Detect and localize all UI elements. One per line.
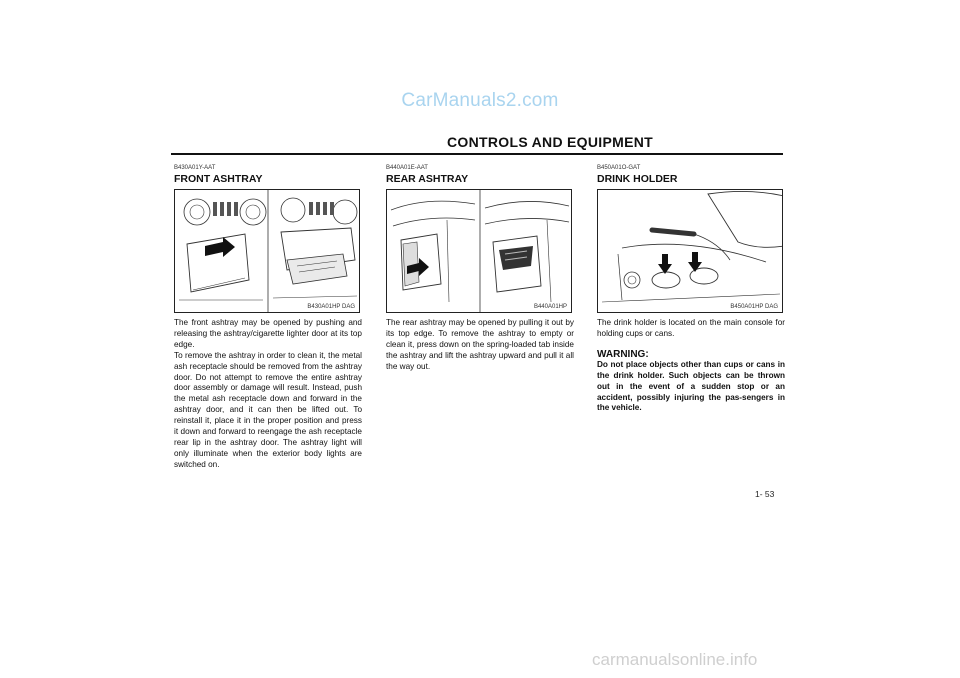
section-body [597, 318, 785, 340]
warning-text: Do not place objects other than cups or cans in the drink holder. Such objects can be thrown out in the event of a sudden stop or an accident, possibly injuring the pas-sengers in the vehicle. [597, 359, 785, 413]
watermark-top: CarManuals2.com [401, 90, 559, 111]
front-ashtray-drawing [175, 190, 360, 313]
header-rule [171, 153, 783, 155]
rear-ashtray-illustration [386, 189, 572, 313]
paragraph: The drink holder is located on the main console for holding cups or cans. [597, 318, 785, 338]
section-front-ashtray [174, 164, 364, 471]
drink-holder-drawing [598, 190, 783, 313]
figure-code: B430A01HP DAG [307, 304, 355, 310]
warning-title: WARNING: [597, 348, 649, 360]
section-drink-holder [597, 164, 787, 414]
section-code: B440A01E-AAT [386, 165, 428, 171]
section-body [174, 318, 362, 471]
section-title: REAR ASHTRAY [386, 173, 469, 185]
page-number: 1- 53 [755, 489, 775, 499]
drink-holder-illustration [597, 189, 783, 313]
paragraph: To remove the ashtray in order to clean it, the metal ash receptacle should be removed from the ashtray door. Do not attempt to remove the entire ashtray door assembly or damage will result. Instead, push the metal ash receptacle down and forward in the ashtray door, and it can then be lifted out. To reinstall it, place it in the proper position and press it down and forward to reengage the ash receptacle rear lip in the ashtray door. The ashtray light will only illuminate when the exterior body lights are switched on. [174, 350, 362, 469]
figure-code: B440A01HP [533, 304, 567, 310]
section-title: DRINK HOLDER [597, 173, 678, 185]
rear-ashtray-drawing [387, 190, 572, 313]
figure-code: B450A01HP DAG [730, 304, 778, 310]
front-ashtray-illustration [174, 189, 360, 313]
section-code: B430A01Y-AAT [174, 165, 216, 171]
paragraph: The front ashtray may be opened by pushing and releasing the ashtray/cigarette lighter door at its top edge. [174, 318, 362, 349]
section-rear-ashtray [386, 164, 576, 373]
section-body [386, 318, 574, 373]
watermark-bottom: carmanualsonline.info [592, 650, 758, 669]
paragraph: The rear ashtray may be opened by pulling it out by its top edge. To remove the ashtray to empty or clean it, press down on the spring-loaded tab inside the ashtray and lift the ashtray upward and pull it all the way out. [386, 318, 574, 371]
section-title: FRONT ASHTRAY [174, 173, 263, 185]
page-header-title: CONTROLS AND EQUIPMENT [447, 134, 653, 150]
section-code: B450A01O-GAT [597, 165, 641, 171]
